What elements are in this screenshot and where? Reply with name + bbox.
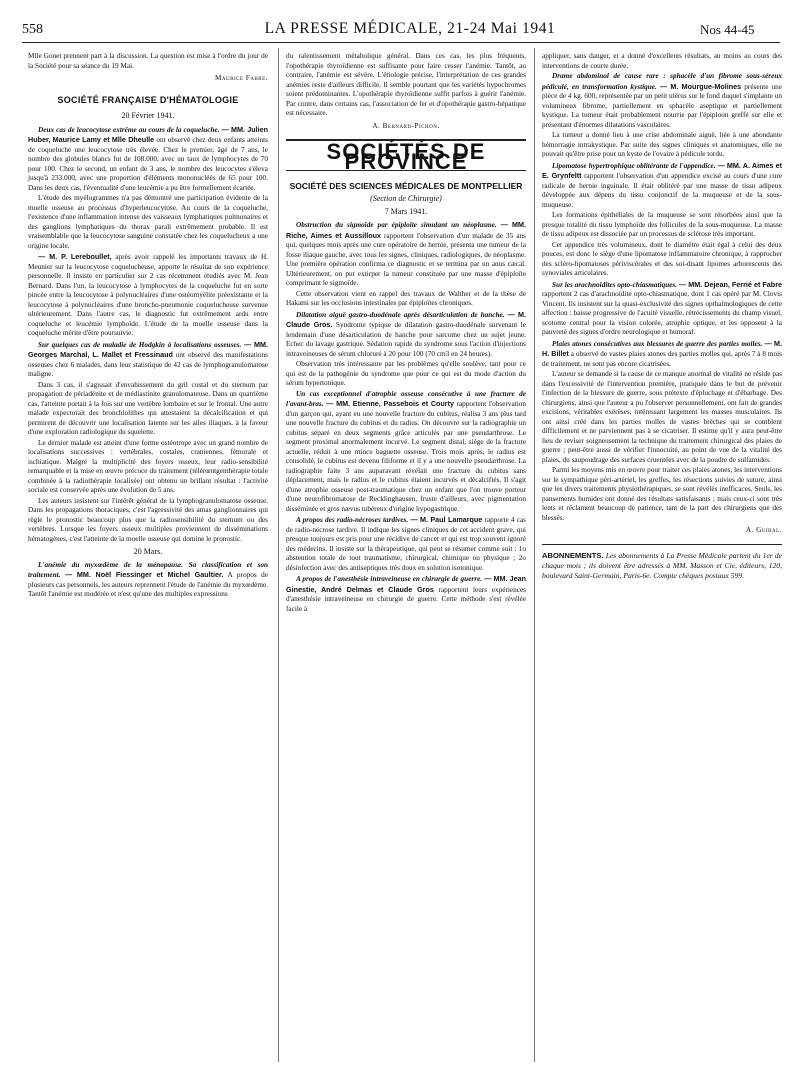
column-2 (286, 52, 526, 615)
article-paragraph (28, 340, 268, 380)
article-paragraph (542, 280, 782, 338)
article-text: rapportent l'observation d'un appendice excisé au cours d'une cure radicale de hernie inguinale. Il était oblitéré par une masse de tissu adipeux développée aux dépens du tissu conjonctif de la muqueuse et de la sous-muqueuse. (542, 172, 782, 209)
article-text: Syndrome typique de dilatation gastro-duodénale survenant le lendemain d'une désarticulation de hanche pour sarcome chez un sujet jeune. Echec du lavage gastrique. Sédation rapide du syndrome sous l'action d'injections intraveineuses de sérum chloruré à 20 pour 100 (70 cm3 en 24 heures). (286, 321, 527, 358)
column-1 (28, 52, 268, 601)
article-title: Dilatation aiguë gastro-duodénale après désarticulation de hanche. (296, 310, 505, 319)
article-title: L'anémie du myxœdème de la ménopause. Sa classification et son traitement. (28, 560, 268, 579)
session-date: 20 Mars. (133, 547, 163, 556)
article-authors: — MM. A. Aimes et E. Grynfeltt (542, 160, 783, 180)
column-divider (278, 48, 279, 1062)
paragraph: Parmi les moyens mis en œuvre pour traiter ces plaies atones, les interventions sur le sympathique péri-artériel, les greffes, les résections suivies de suture, ainsi que les divers traitements physiothérapiques, se sont révélés inefficaces. Seuls, les pansements humides ont donné des résultats satisfaisants ; mais ceux-ci sont très lents et réclament beaucoup de patience, tant de la part des chirurgiens que des blessés. (542, 466, 782, 522)
session-date: 7 Mars 1941. (384, 206, 428, 216)
article-paragraph (286, 574, 526, 614)
article-paragraph (286, 220, 526, 289)
section-title: SOCIÉTÉS DE PROVINCE (326, 139, 486, 174)
article-title: Sur les arachnoïdites opto-chiasmatiques. (552, 280, 678, 289)
article-text: après avoir rappelé les importants travaux de H. Meunier sur la leucocytose coquelucheuse, apporte le résultat de son expérience personnelle. Il insiste en particulier sur 2 cas récemment étudiés avec M. Jean Bernard. Dans l'un, la leucocytose à lymphocytes de la coqueluche fut en sorte pincée entre la leucocytose à polynucléaires d'une ostéomyélite préexistante et la leucocytose à polynucléaires d'une broncho-pneumonie coquelucheuse survenue ultérieurement. Dans l'autre cas, le diagnostic fut extrêmement ardu entre coqueluche et leucémie lymphoïde. L'étude de la moelle osseuse dans la coqueluche mérite d'être poursuivie. (28, 253, 268, 337)
article-text: A propos de plusieurs cas personnels, les auteurs reprennent l'étude de l'anémie du myxœdème. Tantôt l'anémie est modérée et n'est qu'une des multiples expressions (28, 571, 269, 598)
paragraph: Observation très intéressante par les problèmes qu'elle soulève, tant pour ce qui est de la pathogénie du syndrome que pour ce qui est du mode d'action du sérum hypertonique. (286, 360, 526, 387)
article-title: Plaies atones consécutives aux blessures de guerre des parties molles. (552, 339, 763, 348)
article-text: présente une pièce de 4 kg. 600, représentée par un petit utérus sur le fond duquel s'implante un volumineux fibrome, partiellement en sphacèle aseptique et partiellement kystique. La tumeur était probablement nourrie par l'épiploon greffé sur elle et présentant d'énormes dilatations vasculaires. (542, 82, 783, 129)
page-number: 558 (22, 22, 43, 37)
subscription-notice (542, 544, 782, 581)
column-3 (542, 52, 782, 581)
article-title: Sur quelques cas de maladie de Hodgkin à localisations osseuses. (38, 340, 242, 349)
subscription-heading: ABONNEMENTS. (542, 550, 604, 560)
article-text: rapporte 4 cas de radio-nécrose tardive. Il indique les signes cliniques de cet accident grave, qui presque toujours est pris pour une récidive de cancer et qui est trop souvent ignoré des médecins. Il insiste sur la thérapeutique, qui peut se résumer comme suit : 1o abstention totale de tout traumatisme, chirurgical, chimique ou physique ; 2o désinfection avec des antiseptiques très doux en solution isotonique. (286, 516, 526, 572)
paragraph: appliquer, sans danger, et a donné d'excellents résultats, au moins au cours des interventions de courte durée. (542, 52, 782, 70)
journal-title: LA PRESSE MÉDICALE, 21-24 Mai 1941 (264, 20, 556, 37)
article-authors: — MM. Jean Ginestie, André Delmas et Claude Gros (286, 574, 526, 594)
paragraph: Cet appendice très volumineux, dont le diamètre était égal à celui des deux pouces, est donc le siège d'une lipomatose inflammatoire chronique, à rapprocher des scléro-lipomatoses périviscérales et des soi-disant lipomes arborescents des synoviales articulaires. (542, 240, 782, 277)
article-title: Lipomatose hypertrophique oblitérante de l'appendice. (552, 161, 716, 170)
article-text: ont observé chez deux enfants atteints de coqueluche une leucocytose très élevée. Chez le premier, âgé de 7 ans, le nombre des globules blancs fut de 108.000, avec un taux de lymphocytes de 70 pour 100. Chez le second, un enfant de 3 ans, le nombre des leucocytes s'éleva jusqu'à 233.000, avec une proportion d'éléments mononucléés de 65 pour 100. Dans les deux cas, l'éventualité d'une leucémie a pu être formellement écartée. (28, 136, 268, 192)
article-paragraph (286, 390, 526, 515)
paragraph: Le dernier malade est atteint d'une forme ostéotrope avec un grand nombre de localisations successives : vertébrales, costales, craniennes, fémorale et ischiatique. Malgré la multiplicité des foyers osseux, leur radio-sensibilité remarquable et la mise en œuvre précoce du traitement (télérœntgenthérapie totale combinée à la radiothérapie localisée) ont obtenu un brillant résultat : l'activité sociale est conservée après une évolution de 5 ans. (28, 438, 268, 494)
paragraph: Mlle Gonet prennent part à la discussion. La question est mise à l'ordre du jour de la Société pour sa séance du 19 Mai. (28, 52, 268, 70)
paragraph: La tumeur a donné lieu à une crise abdominale aiguë, liée à une abondante hémorragie intrakystique. Par suite des signes cliniques et anatomiques, elle ne pouvait qu'être prise pour un kyste de l'ovaire à pédicule tordu. (542, 131, 782, 158)
article-authors: — MM. Julien Huber, Maurice Lamy et Mlle Dheulle (28, 124, 269, 144)
article-text: ont observé des manifestations osseuses chez 6 malades, dans leur statistique de 42 cas de lymphogranulomatose maligne. (28, 351, 269, 378)
session-date: 20 Février 1941. (121, 111, 175, 120)
article-text: rapportent l'observation d'un malade de 35 ans qui, quelques mois après une cure opératoire de hernie, présenta une tumeur de la fosse iliaque gauche, avec tous les signes, cliniques, radiologiques, de néoplasme. Une première opération confirma ce diagnostic et se termina par un anus cæcal. Ultérieurement, on put extirper la tumeur constituée par une masse d'épiploïte comprimant le sigmoïde. (286, 231, 526, 287)
signature: Maurice Fabre. (214, 74, 268, 82)
article-title: Obstruction du sigmoïde par épiploïte simulant un néoplasme. (296, 221, 497, 229)
society-title: SOCIÉTÉ FRANÇAISE D'HÉMATOLOGIE (57, 94, 239, 105)
paragraph: Cette observation vient en rappel des travaux de Walther et de la thèse de Hakami sur les occlusions intestinales par épiploïtes chroniques. (286, 289, 526, 307)
paragraph: L'étude des myélogrammes n'a pas démontré une participation évidente de la moelle osseuse au processus d'hyperleucocytose. Au cours de la coqueluche, l'existence d'une inflammation intense des vaisseaux lymphatiques pulmonaires et des ganglions lymphatiques du thorax paraît extrêmement probable. Il est vraisemblable que la leucocytose sanguine constatée chez les coquelucheux a une origine locale. (28, 194, 268, 250)
paragraph: Dans 3 cas, il s'agissait d'envahissement du gril costal et du sternum par propagation de périadénite et de médiastinite granulomateuse. Dans un quatrième cas, l'atteinte portait à la fois sur une vertèbre lombaire et sur le frontal. Une autre malade expectorait des bronchiolithes qui attestaient la décalcification et qui permirent de découvrir une localisation latente sur les ailes iliaques, à la faveur d'une exploration radiologique du squelette. (28, 380, 268, 436)
article-authors: — MM. Noël Fiessinger et Michel Gaultier. (64, 570, 224, 579)
article-paragraph (542, 161, 782, 211)
article-authors: — M. Mourgue-Molines (659, 81, 742, 91)
article-authors: — M. H. Billet (542, 338, 783, 358)
issue-number: Nos 44-45 (700, 22, 755, 37)
paragraph: L'auteur se demande si la cause de ce manque anormal de vitalité ne réside pas dans l'excessivité de l'intervention première, pratiquée dans le but de prévenir l'infection de la blessure de guerre, sous prétexte d'épluchage et d'ébarbage. Des chirurgiens, ainsi que l'auteur a pu l'observer personnellement, ont fait de grandes excisions, véritables exérèses, intéressant largement les masses musculaires. Ils ont ainsi créé dans les parties molles de vastes brèches qui se comblent difficilement et ne parviennent pas à se cicatriser. Il estime qu'il y aura peut-être lieu de reviser soigneusement la technique du traitement chirurgical des plaies de guerre ; peut-être aussi de vérifier l'innocuité, au point de vue de la vitalité des plaies, du saupoudrage des surfaces cruentées avec de la poudre de sulfamides. (542, 370, 782, 464)
paragraph: Les formations épithéliales de la muqueuse se sont résorbées ainsi que la presque totalité du tissu lymphoïde des follicules de la sous-muqueuse. La masse de tissu adipeux est dissociée par un processus de sclérose très important. (542, 211, 782, 238)
article-title: Un cas exceptionnel d'atrophie osseuse consécutive à une fracture de l'avant-bras. (286, 389, 526, 408)
article-text: a observé de vastes plaies atones des parties molles qui, après 7 à 8 mois de traitement, ne sont pas encore cicatrisées. (542, 350, 783, 368)
paragraph: Les auteurs insistent sur l'intérêt général de la lymphogranulomatose osseuse. Dans les propagations thoraciques, c'est l'agressivité des amas ganglionnaires qui règle le pronostic beaucoup plus que la radiosensibilité du sternum ou des vertèbres. Lorsque les foyers osseux multiples proviennent de disséminations hématogènes, c'est l'atteinte de la moelle osseuse qui domine le pronostic. (28, 496, 268, 543)
article-paragraph (286, 310, 526, 360)
section-subtitle: (Section de Chirurgie) (370, 194, 442, 203)
article-authors: — MM. Dejean, Ferrié et Fabre (678, 279, 782, 289)
article-paragraph (28, 252, 268, 339)
article-paragraph (542, 339, 782, 370)
article-text: rapportent 2 cas d'arachnoïdite opto-chiasmatique, dont 1 cas opéré par M. Clovis Vincent. Ils insistent sur la quasi-exclusivité des signes opthalmologiques de cette affection : baisse progressive de l'acuité visuelle, rétrécissements du champ visuel, scotome central pour la vision colorée, atrophie optique, et les opposent à la pauvreté des signes d'ordre neurologique et humoral. (542, 290, 782, 336)
article-paragraph (28, 561, 268, 600)
article-title: A propos de l'anesthésie intraveineuse en chirurgie de guerre. (296, 575, 483, 583)
signature: A. Bernard-Pichon. (372, 121, 440, 130)
article-title: Drame abdominal de cause rare : sphacèle d'un fibrome sous-séreux pédiculé, en transformation kystique. (542, 72, 782, 91)
article-authors: — M. Claude Gros. (286, 309, 527, 329)
article-paragraph (542, 72, 782, 130)
article-title: A propos des radio-nécroses tardives. (296, 516, 409, 524)
article-authors: — MM. Etienne, Passebois et Courty (326, 399, 454, 408)
column-divider (534, 48, 535, 1062)
article-paragraph (286, 515, 526, 573)
article-text: rapportent leurs expériences d'anesthésie intraveineuse en chirurgie de guerre. Cette méthode s'est révélée facile à (286, 585, 526, 613)
article-authors: — M. Paul Lamarque (410, 515, 483, 524)
article-authors: — M. P. Lereboullet, (38, 252, 112, 261)
article-authors: — MM. Georges Marchal, L. Mallet et Fressinaud (28, 339, 269, 359)
signature: A. Guibal. (745, 526, 782, 534)
article-title: Deux cas de leucocytose extrême au cours de la coqueluche. (38, 125, 220, 134)
article-text: rapportent l'observation d'un garçon qui, ayant eu une nouvelle fracture du cubitus, réalisa 3 ans plus tard une nouvelle fracture du cubitus et du radius. On découvre sur la radiographie un cubitus séparé en deux segments grâce articulés par une pseudarthrose. Le segment proximal anormalement incurvé. Le segment distal, siège de la fracture actuelle, réduit à une mince baguette osseuse. Trois mois après, le radius est consolidé, le cubitus est devenu filiforme et il y a une nouvelle pseudarthrose. La radiographie faite 3 ans auparavant révélait une fracture du cubitus sans déplacement, mais le radius et le cubitus étaient incurvés et décalcifiés. Il s'agit d'une atrophie osseuse post-traumatique chez un enfant que l'on trouve porteur d'une neurofibromatose de Recklinghausen, fruste d'ailleurs, avec pigmentation disséminée et gros nævus tubéreux d'origine hypogastrique. (286, 400, 526, 513)
article-paragraph (28, 125, 268, 194)
article-authors: — MM. Riche, Aimes et Aussilloux (286, 220, 527, 240)
society-title: SOCIÉTÉ DES SCIENCES MÉDICALES DE MONTPELLIER (289, 181, 523, 191)
subscription-text: Les abonnements à La Presse Médicale partent du 1er de chaque mois ; ils doivent être adressés à MM. Masson et Cie, éditeurs, 120, boulevard Saint-Germain, Paris-6e. Compte chèques postaux 599. (542, 550, 782, 580)
paragraph: du ralentissement métabolique général. Dans ces cas, les plus fréquents, l'opothérapie thyroïdienne est suffisante pour faire cesser l'anémie. Tantôt, au contraire, l'anémie est sévère. L'étiologie précise, l'interprétation de ces grandes anémies reste d'ailleurs difficile. Il semble pourtant que les variétés hypochromes soient prédominantes. L'opothérapie thyroïdienne suffit parfois à guérir l'anémie. Par contre, dans certains cas, l'association de fer et d'opothérapie gastro-hépatique est nécessaire. (286, 52, 526, 117)
header-rule (22, 42, 780, 43)
